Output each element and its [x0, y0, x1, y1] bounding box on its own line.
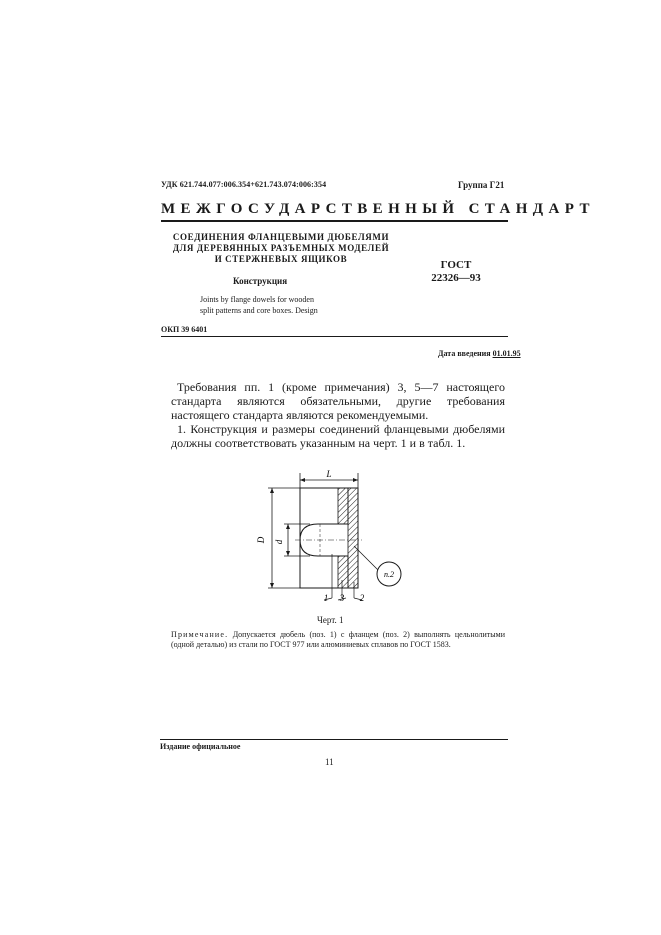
standard-subtitle: Конструкция — [233, 276, 288, 286]
dim-d-label: d — [274, 539, 284, 545]
english-title-line: split patterns and core boxes. Design — [200, 306, 318, 315]
gost-number: 22326—93 — [431, 272, 481, 284]
dimension-L — [300, 470, 358, 488]
dim-L-label: L — [326, 470, 332, 479]
flange-section-bottom — [338, 556, 348, 588]
position-label: 3 — [339, 593, 345, 603]
header-rule — [161, 220, 508, 222]
title-line: СОЕДИНЕНИЯ ФЛАНЦЕВЫМИ ДЮБЕЛЯМИ — [172, 232, 390, 242]
plate-section — [348, 488, 358, 588]
edition-label: Издание официальное — [160, 742, 241, 751]
title-line: И СТЕРЖНЕВЫХ ЯЩИКОВ — [214, 254, 348, 264]
figure-note — [171, 630, 505, 650]
intro-date-value: 01.01.95 — [492, 349, 521, 358]
figure-drawing — [250, 470, 420, 610]
gost-designation — [428, 259, 484, 285]
standard-title — [167, 232, 395, 265]
title-line: ДЛЯ ДЕРЕВЯННЫХ РАЗЪЕМНЫХ МОДЕЛЕЙ — [172, 243, 390, 253]
group-code: Группа Г21 — [458, 180, 505, 190]
gost-label: ГОСТ — [440, 259, 472, 271]
page-number: 11 — [325, 757, 334, 767]
body-paragraph — [171, 380, 505, 422]
okp-code: ОКП 39 6401 — [161, 325, 208, 334]
note-text: Допускается дюбель (поз. 1) с фланцем (поз. 2) выполнять цельнолитыми (одной деталью) из стали по ГОСТ 977 или алюминиевых сплавов по ГОСТ 1583. — [171, 630, 505, 649]
flange-section-top — [338, 488, 348, 524]
intro-date-label: Дата введения — [438, 349, 491, 358]
english-title — [200, 294, 318, 316]
dimension-D — [256, 488, 300, 588]
interstate-standard-heading: МЕЖГОСУДАРСТВЕННЫЙ СТАНДАРТ — [161, 201, 595, 217]
english-title-line: Joints by flange dowels for wooden — [200, 295, 314, 304]
paragraph-text: Требования пп. 1 (кроме примечания) 3, 5—7 настоящего стандарта являются обязательными, другие требования настоящего стандарта являются рекомендуемыми. — [171, 380, 505, 422]
position-label: 2 — [359, 593, 365, 603]
callout-label: п.2 — [384, 570, 394, 579]
note-label: Примечание. — [171, 630, 229, 639]
title-rule — [161, 336, 508, 337]
udc-code: УДК 621.744.077:006.354+621.743.074:006:354 — [161, 180, 327, 189]
body-paragraph — [171, 422, 505, 450]
paragraph-text: 1. Конструкция и размеры соединений фланцевыми дюбелями должны соответствовать указанным на черт. 1 и в табл. 1. — [171, 422, 505, 450]
introduction-date — [438, 349, 521, 358]
dim-D-label: D — [256, 536, 266, 544]
position-label: 1 — [323, 593, 329, 603]
footer-rule — [160, 739, 508, 740]
figure-caption: Черт. 1 — [317, 615, 344, 625]
